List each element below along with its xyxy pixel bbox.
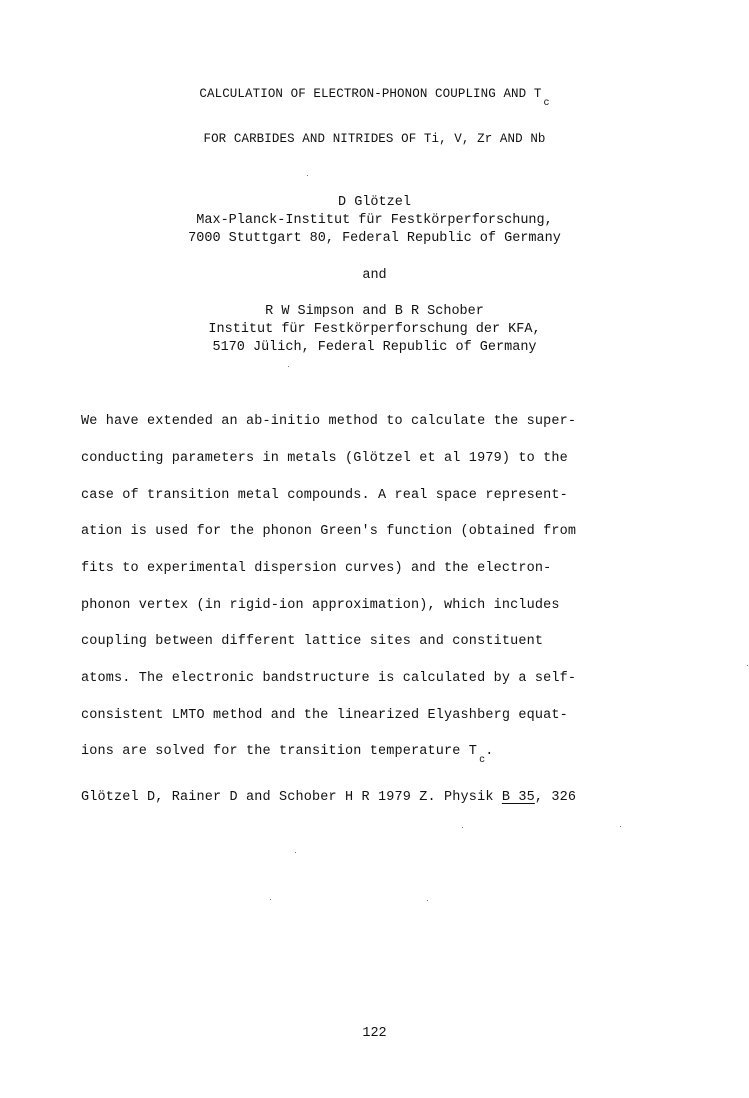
abstract-line-6: phonon vertex (in rigid-ion approximation), which includes — [81, 598, 560, 613]
abstract-line-1: We have extended an ab-initio method to calculate the super- — [81, 414, 577, 429]
abstract-line-5: fits to experimental dispersion curves) and the electron- — [81, 561, 552, 576]
affiliation-1-line-1: Max-Planck-Institut für Festkörperforschung, — [196, 213, 553, 228]
author-conjunction: and — [362, 268, 387, 283]
scan-speck — [307, 175, 308, 176]
scan-speck — [462, 827, 463, 828]
abstract-line-7: coupling between different lattice sites and constituent — [81, 634, 544, 649]
title-subscript: c — [543, 98, 550, 109]
scan-speck — [295, 852, 296, 853]
scan-speck — [620, 826, 621, 827]
affiliation-1-line-2: 7000 Stuttgart 80, Federal Republic of Germany — [188, 231, 561, 246]
abstract-line-2: conducting parameters in metals (Glötzel et al 1979) to the — [81, 451, 568, 466]
title-line-1 — [0, 86, 749, 109]
scan-speck — [270, 899, 271, 900]
abstract-line-8: atoms. The electronic bandstructure is calculated by a self- — [81, 671, 577, 686]
scan-speck — [288, 366, 289, 367]
abstract-line-3: case of transition metal compounds. A real space represent- — [81, 488, 568, 503]
title-text: CALCULATION OF ELECTRON-PHONON COUPLING AND T — [199, 87, 542, 101]
reference-volume: B 35 — [501, 790, 535, 805]
scan-speck — [747, 665, 748, 666]
abstract-line-10 — [81, 744, 494, 766]
scan-speck — [427, 900, 428, 901]
page-number: 122 — [362, 1026, 387, 1041]
abstract-last-line-end: . — [485, 744, 494, 759]
abstract-line-4: ation is used for the phonon Green's function (obtained from — [81, 524, 577, 539]
affiliation-2-line-2: 5170 Jülich, Federal Republic of Germany — [212, 340, 537, 355]
reference-line — [81, 790, 576, 806]
abstract-subscript: c — [479, 755, 486, 766]
reference-pages: , 326 — [534, 790, 577, 805]
author-2: R W Simpson and B R Schober — [265, 304, 484, 319]
reference-authors: Glötzel D, Rainer D and Schober H R 1979 Z. Physik — [81, 790, 502, 805]
abstract-line-9: consistent LMTO method and the linearized Elyashberg equat- — [81, 708, 568, 723]
abstract-last-line-text: ions are solved for the transition temperature T — [81, 744, 478, 759]
title-line-2: FOR CARBIDES AND NITRIDES OF Ti, V, Zr AND Nb — [203, 132, 546, 146]
affiliation-2-line-1: Institut für Festkörperforschung der KFA, — [208, 322, 541, 337]
author-1: D Glötzel — [338, 195, 411, 210]
